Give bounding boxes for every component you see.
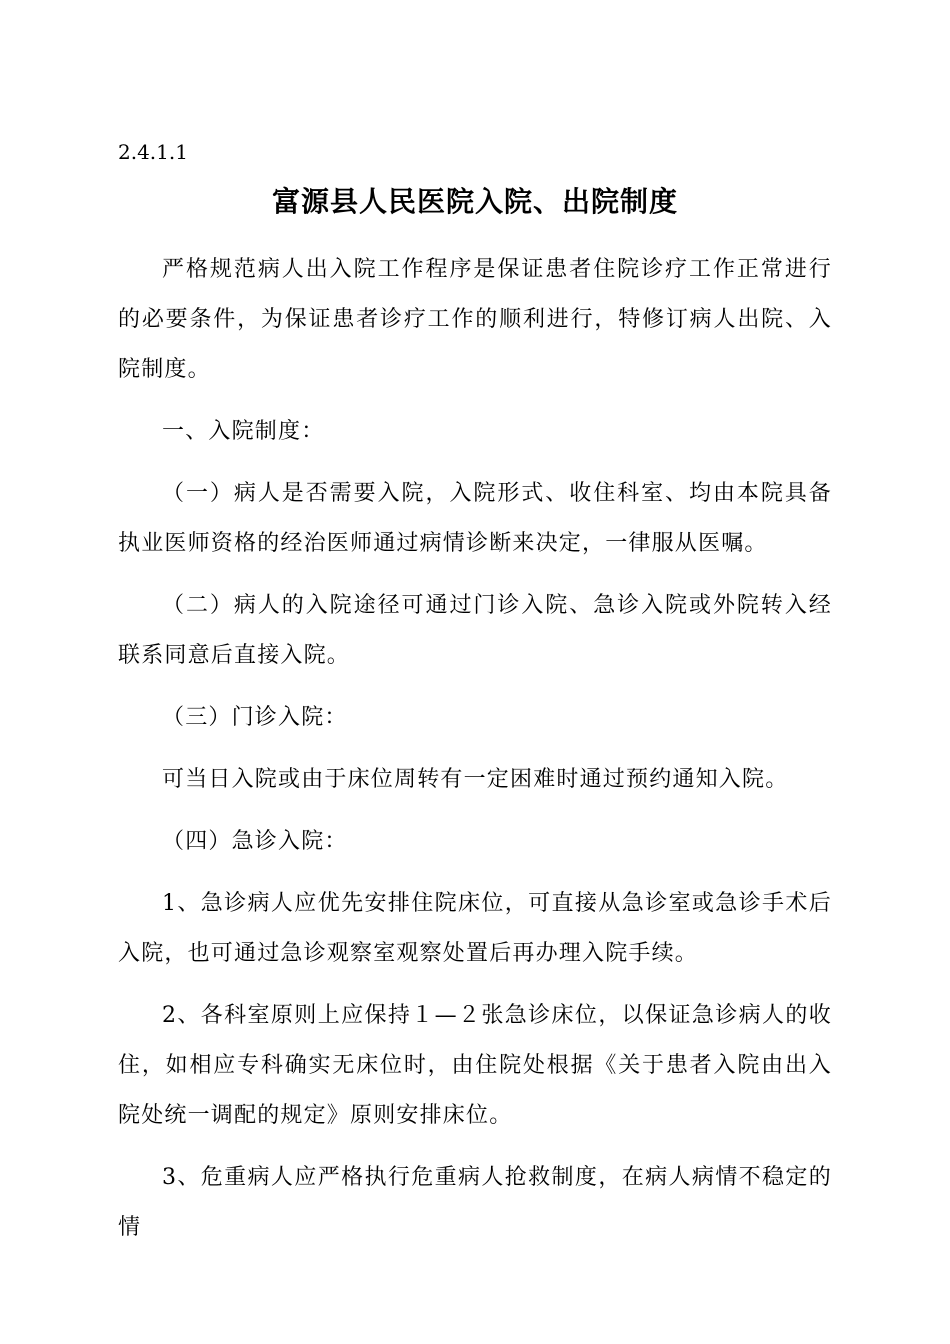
document-title: 富源县人民医院入院、出院制度: [271, 185, 678, 218]
paragraph-emergency-item-1: 1、急诊病人应优先安排住院床位，可直接从急诊室或急诊手术后入院，也可通过急诊观察室观察处置后再办理入院手续。: [118, 891, 832, 966]
heading-admission-rules: 一、入院制度：: [162, 419, 325, 444]
document-body: [118, 245, 832, 1265]
paragraph-emergency-item-3: 3、危重病人应严格执行危重病人抢救制度，在病人病情不稳定的情: [118, 1165, 832, 1240]
paragraph-emergency-item-2: 2、各科室原则上应保持１—２张急诊床位，以保证急诊病人的收住，如相应专科确实无床位时，由住院处根据《关于患者入院由出入院处统一调配的规定》原则安排床位。: [118, 1003, 832, 1128]
paragraph-intro: 严格规范病人出入院工作程序是保证患者住院诊疗工作正常进行的必要条件，为保证患者诊疗工作的顺利进行，特修订病人出院、入院制度。: [118, 257, 832, 382]
paragraph-admission-routes: （二）病人的入院途径可通过门诊入院、急诊入院或外院转入经联系同意后直接入院。: [118, 593, 832, 668]
section-number: 2.4.1.1: [118, 140, 188, 164]
paragraph-admission-decision: （一）病人是否需要入院，入院形式、收住科室、均由本院具备执业医师资格的经治医师通过病情诊断来决定，一律服从医嘱。: [118, 481, 832, 556]
heading-outpatient-admission: （三）门诊入院：: [162, 705, 348, 730]
heading-emergency-admission: （四）急诊入院：: [162, 829, 348, 854]
paragraph-outpatient-admission: 可当日入院或由于床位周转有一定困难时通过预约通知入院。: [162, 767, 789, 792]
